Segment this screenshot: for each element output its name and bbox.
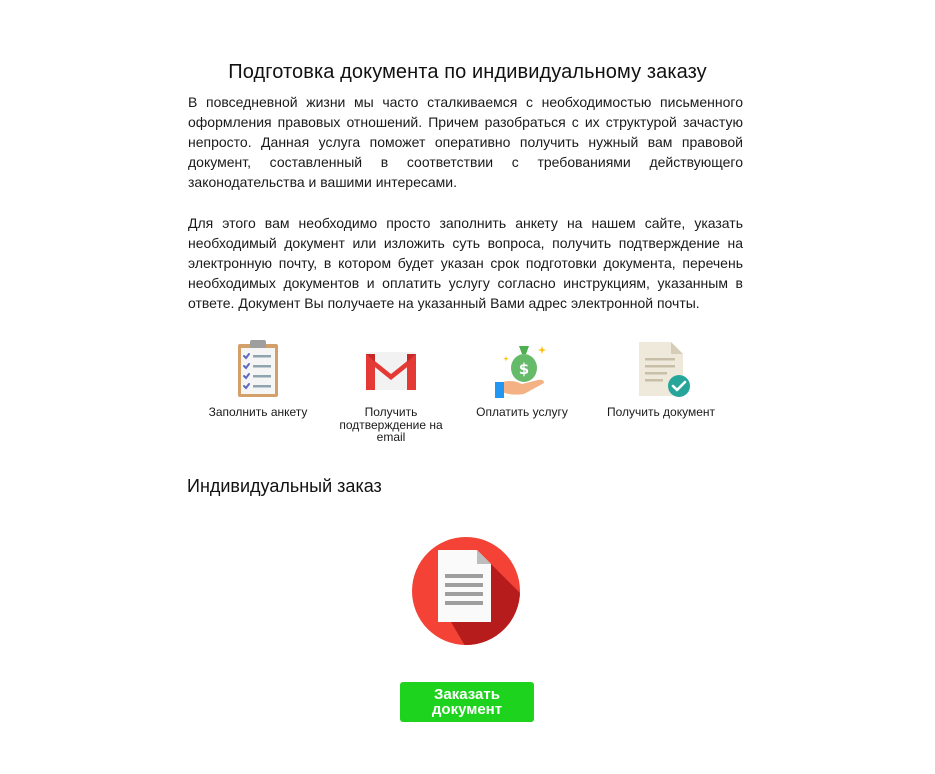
step-label: Получить подтверждение на email: [339, 405, 443, 444]
process-steps: [0, 338, 935, 458]
clipboard-checklist-icon: [228, 338, 288, 400]
money-bag-hand-icon: [492, 338, 552, 400]
step-get-confirmation: [331, 338, 451, 444]
step-pay: [462, 338, 582, 419]
intro-paragraph-1: В повседневной жизни мы часто сталкиваемся с необходимостью письменного оформления правовых отношений. Причем разобраться с их структурой зачастую непросто. Данная услуга поможет оперативно получить нужный вам правовой документ, составленный в соответствии с требованиями действующего законодательства и вашими интересами.: [188, 94, 743, 190]
step-label: Оплатить услугу: [476, 405, 568, 419]
document-emblem-icon: [411, 536, 521, 646]
step-fill-form: [198, 338, 318, 419]
intro-paragraph-2: Для этого вам необходимо просто заполнить анкету на нашем сайте, указать необходимый документ или изложить суть вопроса, получить подтверждение на электронную почту, в котором будет указан срок подготовки документа, перечень необходимых документов и оплатить услугу согласно инструкциям, указанным в ответе. Документ Вы получаете на указанный Вами адрес электронной почты.: [188, 215, 743, 311]
page-title: Подготовка документа по индивидуальному заказу: [228, 61, 707, 84]
gmail-icon: [361, 338, 421, 400]
section-title: Индивидуальный заказ: [187, 476, 382, 496]
order-document-button[interactable]: Заказать документ: [400, 682, 534, 722]
document-check-icon: [631, 338, 691, 400]
step-label: Заполнить анкету: [208, 405, 308, 419]
svg-text:$: $: [518, 360, 530, 378]
step-receive-document: [601, 338, 721, 419]
step-label: Получить документ: [606, 405, 716, 419]
